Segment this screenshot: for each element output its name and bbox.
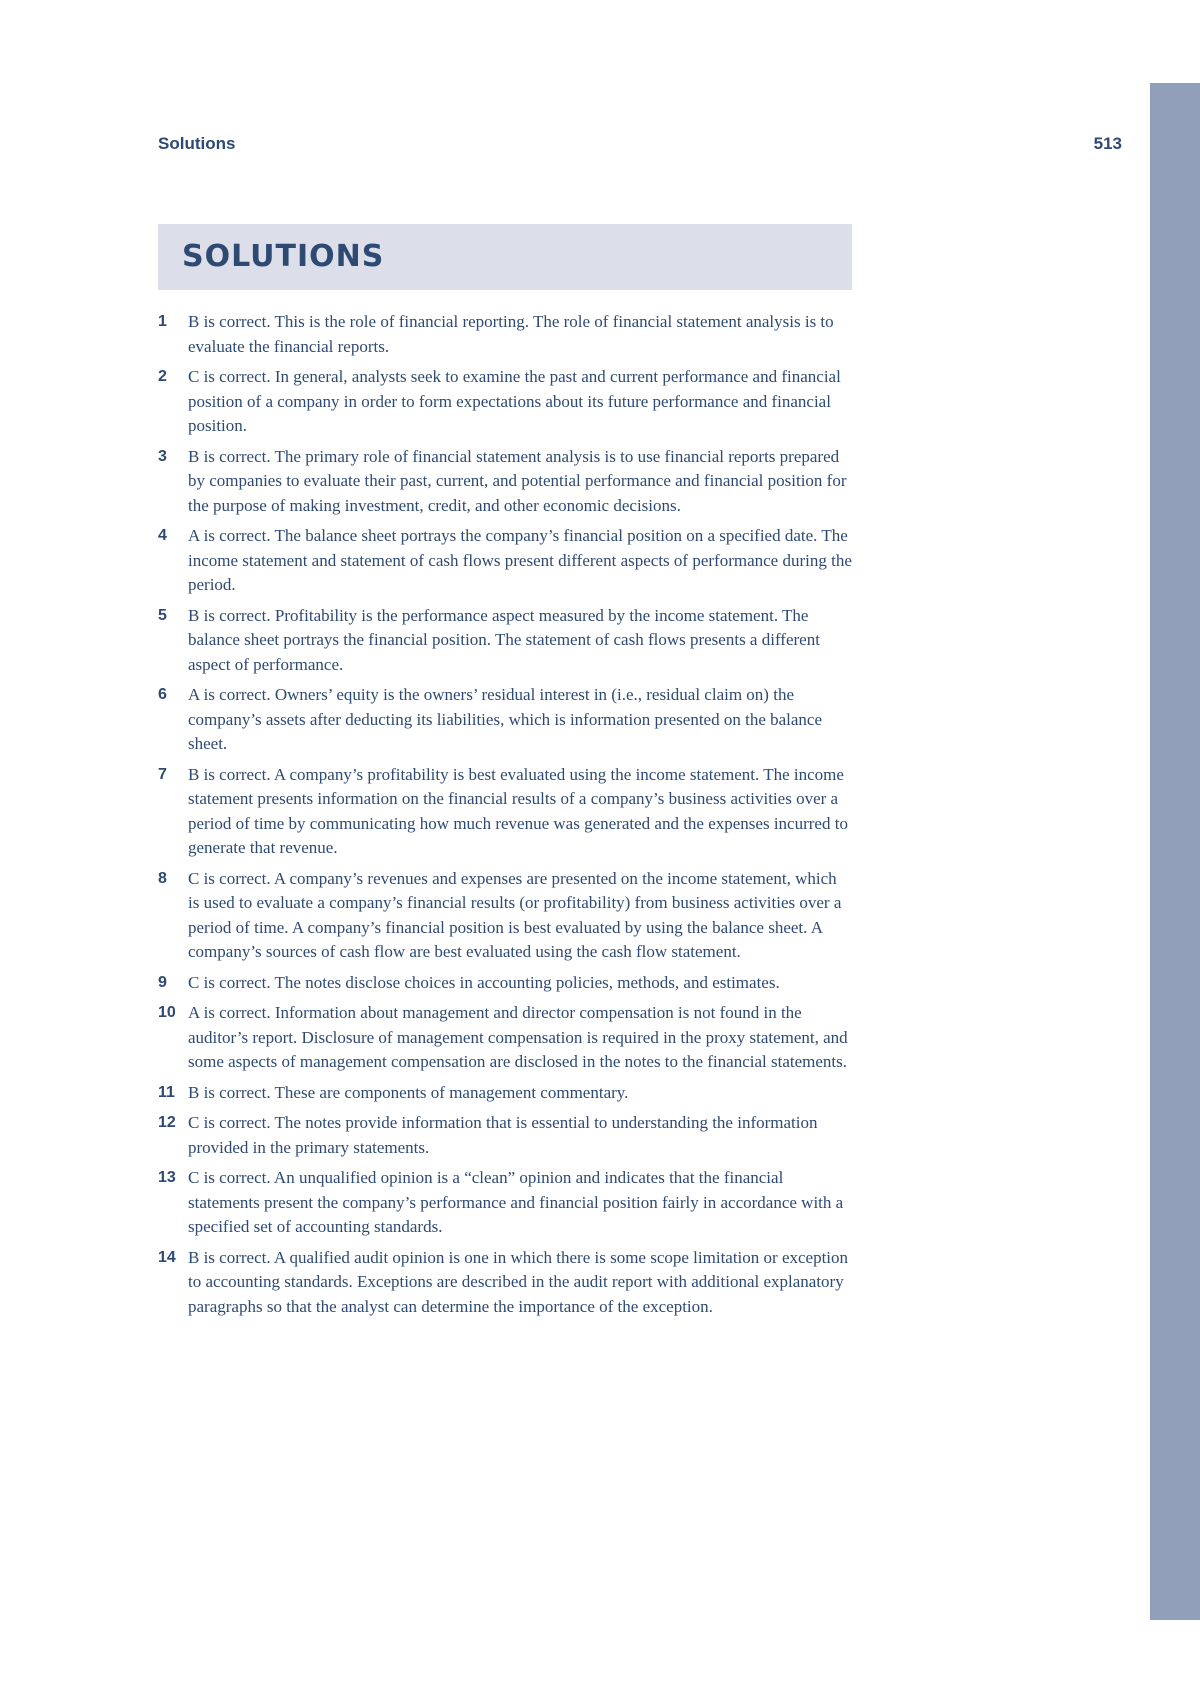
solution-item-4 xyxy=(158,524,852,598)
solution-number: 9 xyxy=(158,973,167,991)
solution-number: 14 xyxy=(158,1248,176,1266)
solution-item-12 xyxy=(158,1111,852,1160)
solution-number: 1 xyxy=(158,313,167,330)
solution-item-7 xyxy=(158,763,852,861)
solution-number: 7 xyxy=(158,765,167,783)
solution-number: 4 xyxy=(158,527,167,544)
page-number: 513 xyxy=(1093,134,1122,153)
solution-text: B is correct. The primary role of financial statement analysis is to use financial reports prepared by companies to evaluate their past, current, and potential performance and financial position for the purpose of making investment, credit, and other economic decisions. xyxy=(188,446,847,515)
solution-text: A is correct. Information about management and director compensation is not found in the auditor’s report. Disclosure of management compensation is required in the proxy statement, and some aspects of management compensation are disclosed in the notes to the financial statements. xyxy=(188,1003,848,1071)
solution-text: B is correct. A company’s profitability is best evaluated using the income statement. The income statement presents information on the financial results of a company’s business activities over a period of time by communicating how much revenue was generated and the expenses incurred to generate that revenue. xyxy=(188,764,848,857)
solution-text: C is correct. A company’s revenues and expenses are presented on the income statement, which is used to evaluate a company’s financial results (or profitability) from business activities over a period of time. A company’s financial position is best evaluated by using the balance sheet. A company’s sources of cash flow are best evaluated using the cash flow statement. xyxy=(188,868,842,961)
solution-text: C is correct. The notes disclose choices in accounting policies, methods, and estimates. xyxy=(188,972,780,992)
running-head-section: Solutions xyxy=(158,134,236,153)
solution-item-2 xyxy=(158,365,852,439)
solution-number: 12 xyxy=(158,1114,176,1131)
solution-text: A is correct. The balance sheet portrays the company’s financial position on a specified date. The income statement and statement of cash flows present different aspects of performance during the period. xyxy=(188,526,852,594)
solution-item-3 xyxy=(158,445,852,519)
solution-number: 5 xyxy=(158,606,167,624)
page-title: SOLUTIONS xyxy=(182,239,385,274)
solution-text: C is correct. In general, analysts seek to examine the past and current performance and financial position of a company in order to form expectations about its future performance and financial position. xyxy=(188,367,841,435)
solutions-list xyxy=(158,310,852,1325)
solution-item-10 xyxy=(158,1001,852,1075)
solution-item-14 xyxy=(158,1246,852,1320)
solutions-banner xyxy=(158,224,852,290)
solution-item-13 xyxy=(158,1166,852,1240)
solution-item-11 xyxy=(158,1081,852,1106)
solution-text: C is correct. The notes provide information that is essential to understanding the information provided in the primary statements. xyxy=(188,1113,818,1157)
solution-text: A is correct. Owners’ equity is the owners’ residual interest in (i.e., residual claim on) the company’s assets after deducting its liabilities, which is information presented on the balance sheet. xyxy=(188,685,823,753)
solution-item-9 xyxy=(158,971,852,996)
solution-item-5 xyxy=(158,604,852,678)
solution-text: B is correct. Profitability is the performance aspect measured by the income statement. The balance sheet portrays the financial position. The statement of cash flows presents a different aspect of performance. xyxy=(188,605,820,674)
solution-item-1 xyxy=(158,310,852,359)
solution-number: 3 xyxy=(158,447,167,465)
solution-text: C is correct. An unqualified opinion is a “clean” opinion and indicates that the financial statements present the company’s performance and financial position fairly in accordance with a specified set of accounting standards. xyxy=(188,1168,844,1236)
solution-text: B is correct. A qualified audit opinion is one in which there is some scope limitation or exception to accounting standards. Exceptions are described in the audit report with additional explanatory paragraphs so that the analyst can determine the importance of the exception. xyxy=(188,1247,849,1316)
solution-number: 6 xyxy=(158,686,167,703)
solution-text: B is correct. These are components of management commentary. xyxy=(188,1082,629,1102)
solution-number: 10 xyxy=(158,1004,176,1021)
solution-number: 13 xyxy=(158,1169,176,1186)
chapter-side-tab xyxy=(1150,83,1200,1620)
solution-number: 8 xyxy=(158,869,167,887)
solution-item-6 xyxy=(158,683,852,757)
running-head xyxy=(158,134,1122,162)
solution-item-8 xyxy=(158,867,852,965)
solution-number: 2 xyxy=(158,368,167,385)
solution-number: 11 xyxy=(158,1083,175,1101)
solution-text: B is correct. This is the role of financial reporting. The role of financial statement analysis is to evaluate the financial reports. xyxy=(188,312,834,356)
